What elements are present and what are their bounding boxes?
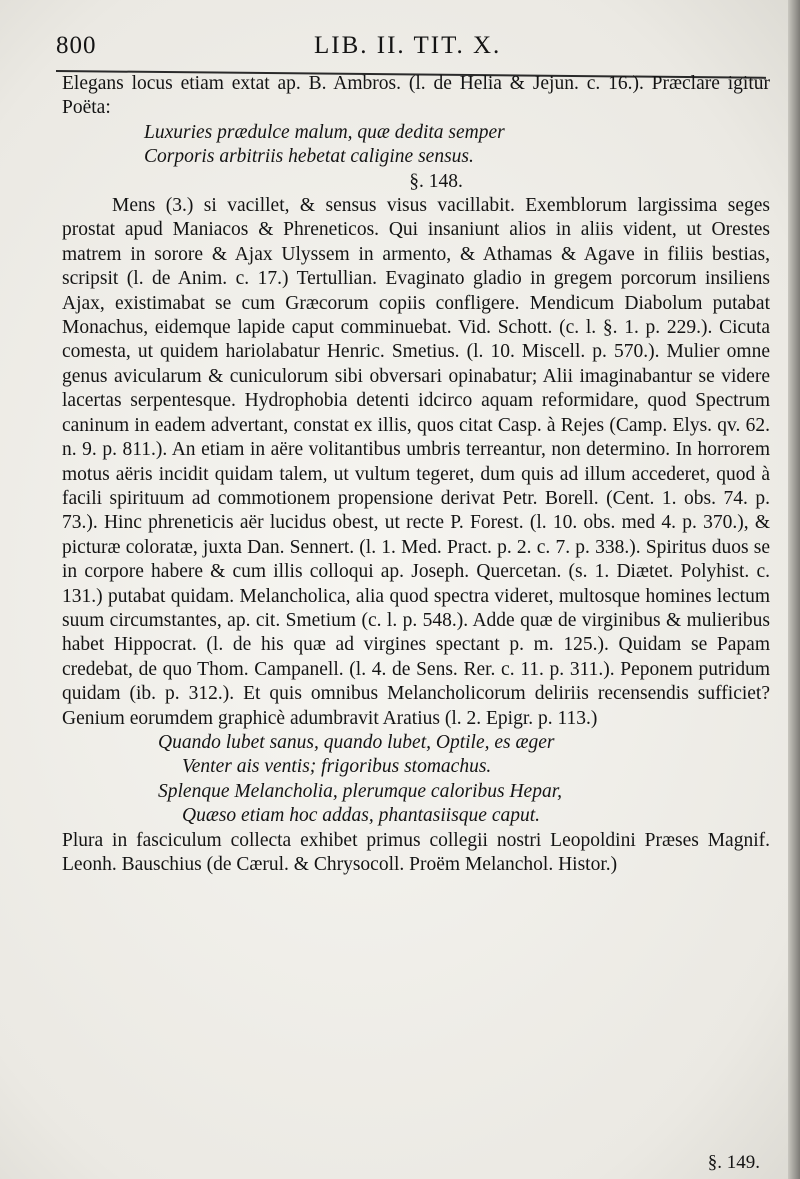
verse-line: Quando lubet sanus, quando lubet, Optile, es æger: [158, 731, 555, 753]
catchword: §. 149.: [707, 1152, 760, 1173]
verse-line: Venter ais ventis; frigoribus stomachus.: [182, 756, 492, 778]
verse-line: Splenque Melancholia, plerumque caloribus Hepar,: [158, 780, 563, 802]
closing-paragraph: Plura in fasciculum collecta exhibet primus collegii nostri Leopoldini Præses Magnif. Leonh. Bauschius (de Cærul. & Chrysocoll. Proëm Melanchol. Histor.): [62, 829, 770, 875]
main-paragraph: Mens (3.) si vacillet, & sensus visus vacillabit. Exemblorum largissima seges prostat apud Maniacos & Phreneticos. Qui insaniunt alios in aliis vident, ut Orestes matrem in sorore & Ajax Ulyssem in armento, & Athamas & Agave in filiis bestias, scripsit (l. de Anim. c. 17.) Tertullian. Evaginato gladio in gregem porcorum insiliens Ajax, existimabat se cum Græcorum copiis confligere. Mendicum Diabolum putabat Monachus, eidemque lapide caput comminuebat. Vid. Schott. (c. l. §. 1. p. 229.). Cicuta comesta, ut quidem hariolabatur Henric. Smetius. (l. 10. Miscell. p. 570.). Mulier omne genus avicularum & cuniculorum sibi obversari opinabatur; Alii imaginabantur se videre lacertas serpentesque. Hydrophobia detenti idcirco aquam reformidare, quod Spectrum caninum in eadem advertant, constat ex illis, quos citat Casp. à Rejes (Camp. Elys. qv. 62. n. 9. p. 811.). An etiam in aëre volitantibus umbris terreantur, non determino. In horrorem motus aëris incidit quidam talem, ut vultum tegeret, dum quis ad illum accederet, quod à facili spirituum ad commotionem propensione derivat Petr. Borell. (Cent. 1. obs. 74. p. 73.). Hinc phreneticis aër lucidus obest, ut recte P. Forest. (l. 10. obs. med 4. p. 370.), & picturæ coloratæ, juxta Dan. Sennert. (l. 1. Med. Pract. p. 2. c. 7. p. 338.). Spiritus duos se in corpore habere & cum illis colloqui ap. Joseph. Quercetan. (s. 1. Diætet. Polyhist. c. 131.) putabat quidam. Melancholica, alia quod spectra videret, multosque homines lectum suum circumstantes, ap. cit. Smetium (c. l. p. 548.). Adde quæ de virginibus & mulieribus habet Hippocrat. (l. de his quæ ad virgines spectant p. m. 125.). Quidam se Papam credebat, de quo Thom. Campanell. (l. 4. de Sens. Rer. c. 11. p. 311.). Peponem putridum quidam (ib. p. 312.). Et quis omnibus Melancholicorum deliriis recensendis sufficiet? Genium eorumdem graphicè adumbravit Aratius (l. 2. Epigr. p. 113.): [62, 195, 770, 729]
verse-line: Corporis arbitriis hebetat caligine sensus.: [144, 146, 474, 168]
verse-line: Quæso etiam hoc addas, phantasiisque caput.: [182, 805, 541, 827]
section-mark: §. 148.: [409, 170, 463, 192]
page-header: [56, 28, 760, 62]
running-head: LIB. II. TIT. X.: [314, 32, 502, 59]
body-text: [62, 72, 770, 877]
intro-paragraph: Elegans locus etiam extat ap. B. Ambros. (l. de Helia & Jejun. c. 16.). Præclare igitur Poëta:: [62, 73, 770, 119]
page-edge-shadow: [788, 0, 800, 1179]
verse-line: Luxuries prædulce malum, quæ dedita semper: [144, 121, 505, 143]
page-number: 800: [56, 32, 97, 59]
